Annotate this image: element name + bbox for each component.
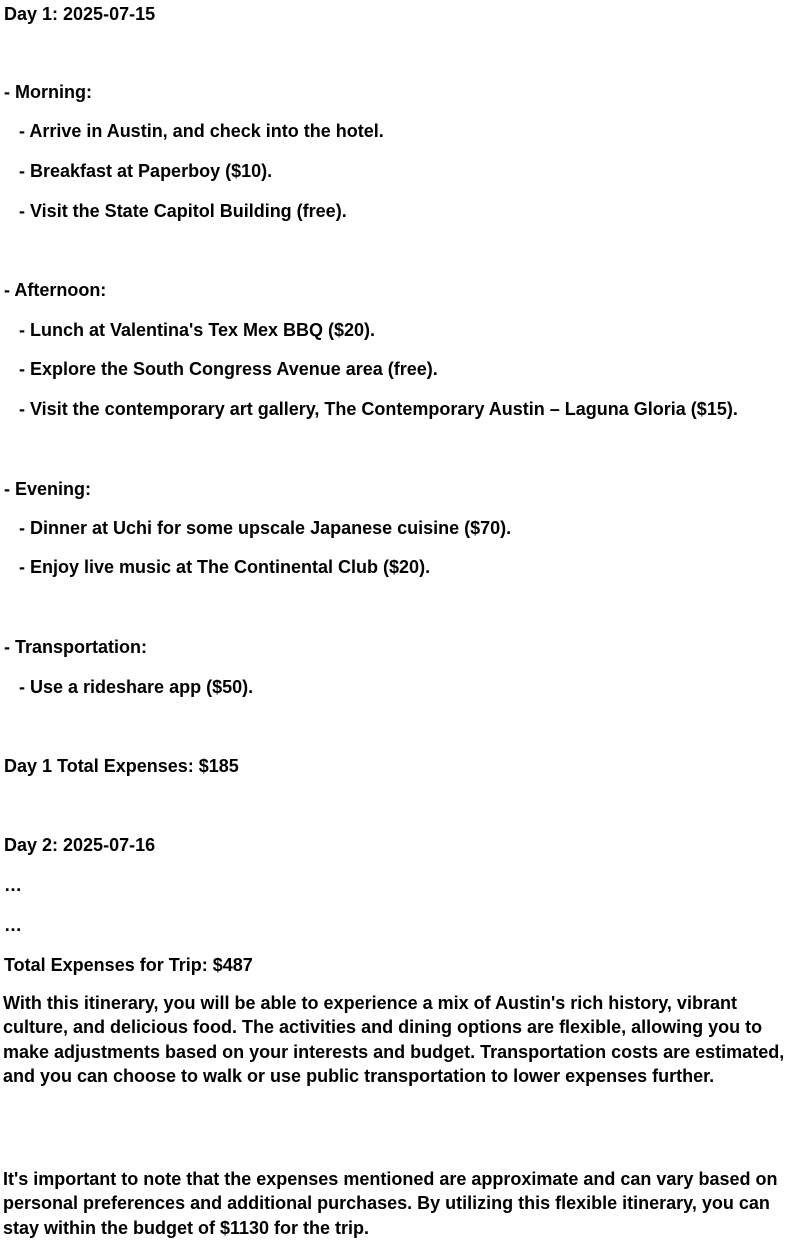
day2-header: Day 2: 2025-07-16 [4, 835, 156, 855]
evening-label: - Evening: [4, 479, 92, 499]
afternoon-item: - Visit the contemporary art gallery, The Contemporary Austin – Laguna Gloria ($15). [19, 399, 738, 419]
day1-header: Day 1: 2025-07-15 [4, 4, 156, 24]
day2-ellipsis: … [4, 875, 22, 895]
transportation-label: - Transportation: [4, 637, 147, 657]
morning-item: - Breakfast at Paperboy ($10). [19, 161, 273, 181]
morning-item: - Arrive in Austin, and check into the hotel. [19, 121, 384, 141]
morning-item: - Visit the State Capitol Building (free). [19, 201, 347, 221]
trip-total-expenses: Total Expenses for Trip: $487 [4, 955, 253, 975]
morning-label: - Morning: [4, 82, 92, 102]
day1-total-expenses: Day 1 Total Expenses: $185 [4, 756, 239, 776]
afternoon-item: - Lunch at Valentina's Tex Mex BBQ ($20). [19, 320, 376, 340]
day2-ellipsis: … [4, 915, 22, 935]
evening-item: - Dinner at Uchi for some upscale Japanese cuisine ($70). [19, 518, 512, 538]
transportation-item: - Use a rideshare app ($50). [19, 677, 254, 697]
afternoon-label: - Afternoon: [4, 280, 107, 300]
note-paragraph: It's important to note that the expenses mentioned are approximate and can vary based on personal preferences and additional purchases. By utilizing this flexible itinerary, you can stay within the budget of $1130 for the trip. [3, 1169, 778, 1238]
summary-paragraph: With this itinerary, you will be able to experience a mix of Austin's rich history, vibrant culture, and delicious food. The activities and dining options are flexible, allowing you to make adjustments based on your interests and budget. Transportation costs are estimated, and you can choose to walk or use public transportation to lower expenses further. [3, 993, 785, 1086]
afternoon-item: - Explore the South Congress Avenue area (free). [19, 359, 438, 379]
evening-item: - Enjoy live music at The Continental Club ($20). [19, 557, 431, 577]
